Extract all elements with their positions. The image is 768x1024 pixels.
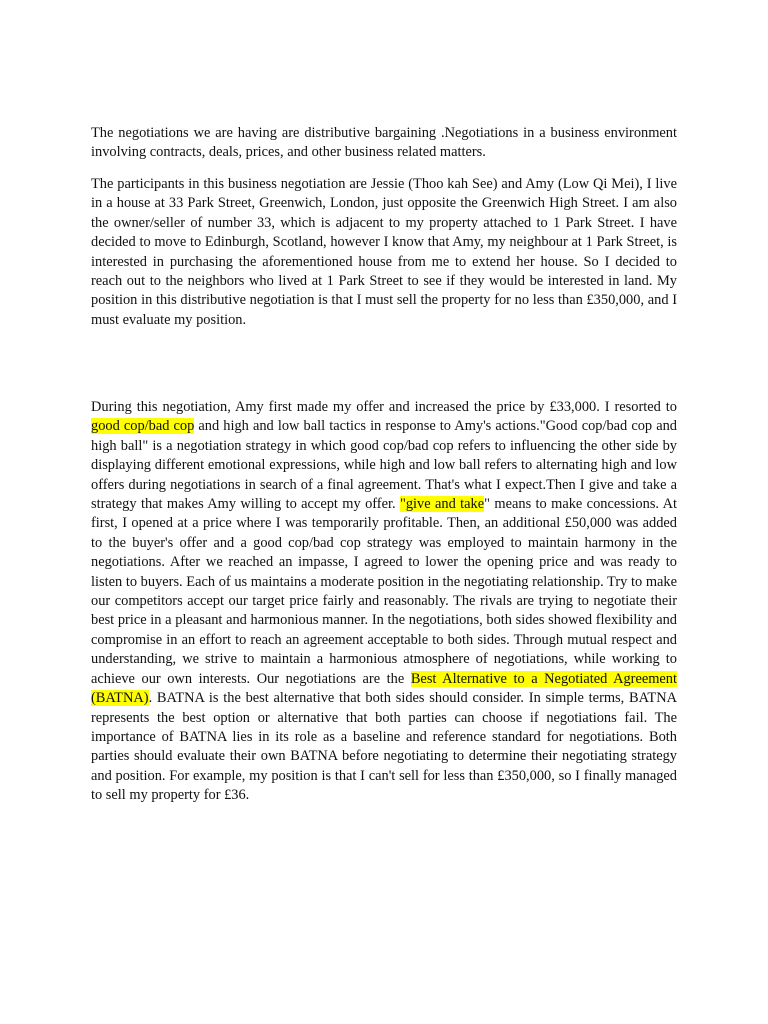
text-segment: and high and low ball tactics in response to Amy's actions."Good cop/bad cop and high ball" is a negotiation strategy in which good cop/bad cop refers to influencing the other side by displaying different emotional expressions, while high and low ball refers to alternating high and low offers during negotiations in search of a final agreement. That's what I expect.Then I give and take a strategy that makes Amy willing to accept my offer. [91, 418, 677, 513]
paragraph-negotiation [91, 398, 677, 806]
paragraph-text [91, 398, 677, 806]
text-segment: During this negotiation, Amy first made my offer and increased the price by £33,000. I resorted to [91, 399, 677, 415]
highlighted-term-good-cop-bad-cop: good cop/bad cop [91, 418, 195, 435]
text-segment: The participants in this business negotiation are Jessie (Thoo kah See) and Amy (Low Qi Mei), I live in a house at 33 Park Street, Greenwich, London, just opposite the Greenwich High Street. I am also the owner/seller of number 33, which is adjacent to my property attached to 1 Park Street. I have decided to move to Edinburgh, Scotland, however I know that Amy, my neighbour at 1 Park Street, is interested in purchasing the aforementioned house from me to extend her house. So I decided to reach out to the neighbors who lived at 1 Park Street to see if they would be interested in land. My position in this distributive negotiation is that I must sell the property for no less than £350,000, and I must evaluate my position. [91, 176, 677, 328]
text-segment: . BATNA is the best alternative that both sides should consider. In simple terms, BATNA represents the best option or alternative that both parties can choose if negotiations fail. The importance of BATNA lies in its role as a baseline and reference standard for negotiations. Both parties should evaluate their own BATNA before negotiating to determine their negotiating strategy and position. For example, my position is that I can't sell for less than £350,000, so I finally managed to sell my property for £36. [91, 690, 677, 804]
text-segment: " means to make concessions. At first, I opened at a price where I was temporarily profitable. Then, an additional £50,000 was added to the buyer's offer and a good cop/bad cop strategy was employed to maintain harmony in the negotiations. After we reached an impasse, I agreed to lower the opening price and was ready to listen to buyers. Each of us maintains a moderate position in the negotiating relationship. Try to make our competitors accept our target price fairly and reasonably. The rivals are trying to negotiate their best price in a pleasant and harmonious manner. In the negotiations, both sides showed flexibility and compromise in an effort to reach an agreement acceptable to both sides. Through mutual respect and understanding, we strive to maintain a harmonious atmosphere of negotiations, while working to achieve our own interests. Our negotiations are the [91, 496, 677, 687]
highlighted-term-batna: Best Alternative to a Negotiated Agreement (BATNA) [91, 670, 677, 707]
paragraph-intro [91, 124, 677, 163]
paragraph-text [91, 124, 677, 163]
paragraph-text [91, 175, 677, 330]
highlighted-term-give-and-take: "give and take [399, 496, 485, 513]
text-segment: The negotiations we are having are distributive bargaining .Negotiations in a business environment involving contracts, deals, prices, and other business related matters. [91, 125, 677, 161]
paragraph-participants [91, 175, 677, 330]
